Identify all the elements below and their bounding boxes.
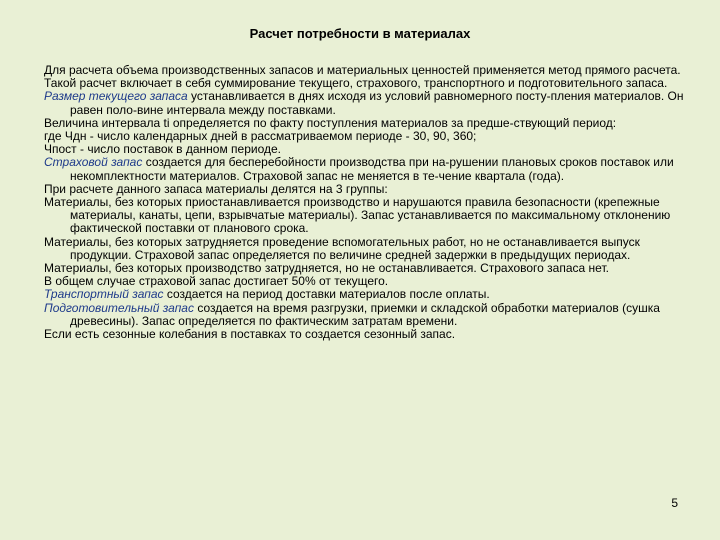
paragraph: При расчете данного запаса материалы делятся на 3 группы: — [44, 181, 388, 196]
paragraph: Подготовительный запас создается на время разгрузки, приемки и складской обработки материалов (сушка древесины). Запас определяется по фактическим затратам времени. — [44, 300, 660, 328]
paragraph: Для расчета объема производственных запасов и материальных ценностей применяется метод прямого расчета. — [44, 63, 681, 77]
paragraph: Материалы, без которых производство затрудняется, но не останавливается. Страхового запаса нет. — [44, 261, 609, 276]
paragraph: Величина интервала ti определяется по факту поступления материалов за предше-ствующий период: — [44, 115, 617, 130]
slide-body — [44, 64, 684, 341]
term-highlight: Подготовительный запас — [44, 300, 194, 315]
paragraph: В общем случае страховой запас достигает 50% от текущего. — [44, 274, 389, 289]
term-highlight: Страховой запас — [44, 155, 143, 170]
paragraph: Чпост - число поставок в данном периоде. — [44, 142, 281, 157]
paragraph: где Чдн - число календарных дней в рассматриваемом периоде - 30, 90, 360; — [44, 129, 477, 144]
slide-title: Расчет потребности в материалах — [249, 26, 471, 41]
paragraph: Материалы, без которых приостанавливается производство и нарушаются правила безопасности (крепежные материалы, канаты, цепи, взрывчатые материалы). Запас устанавливается по максимальному отклонению фактической поставки от планового срока. — [44, 195, 671, 236]
page-number: 5 — [671, 496, 678, 510]
paragraph: Транспортный запас создается на период доставки материалов после оплаты. — [44, 287, 490, 302]
term-highlight: Размер текущего запаса — [44, 89, 188, 104]
term-highlight: Транспортный запас — [44, 287, 164, 302]
paragraph: Страховой запас создается для бесперебойности производства при на-рушении плановых сроков поставок или некомплектности материалов. Страховой запас не меняется в те-чение квартала (года). — [44, 155, 674, 183]
paragraph: Такой расчет включает в себя суммирование текущего, страхового, транспортного и подготовительного запаса. — [44, 76, 668, 91]
paragraph: Материалы, без которых затрудняется проведение вспомогательных работ, но не останавливается выпуск продукции. Страховой запас определяется по величине средней задержки в предыдущих периодах. — [44, 234, 640, 262]
paragraph: Размер текущего запаса устанавливается в днях исходя из условий равномерного посту-пления материалов. Он равен поло-вине интервала между поставками. — [44, 89, 684, 117]
paragraph: Если есть сезонные колебания в поставках то создается сезонный запас. — [44, 327, 456, 342]
